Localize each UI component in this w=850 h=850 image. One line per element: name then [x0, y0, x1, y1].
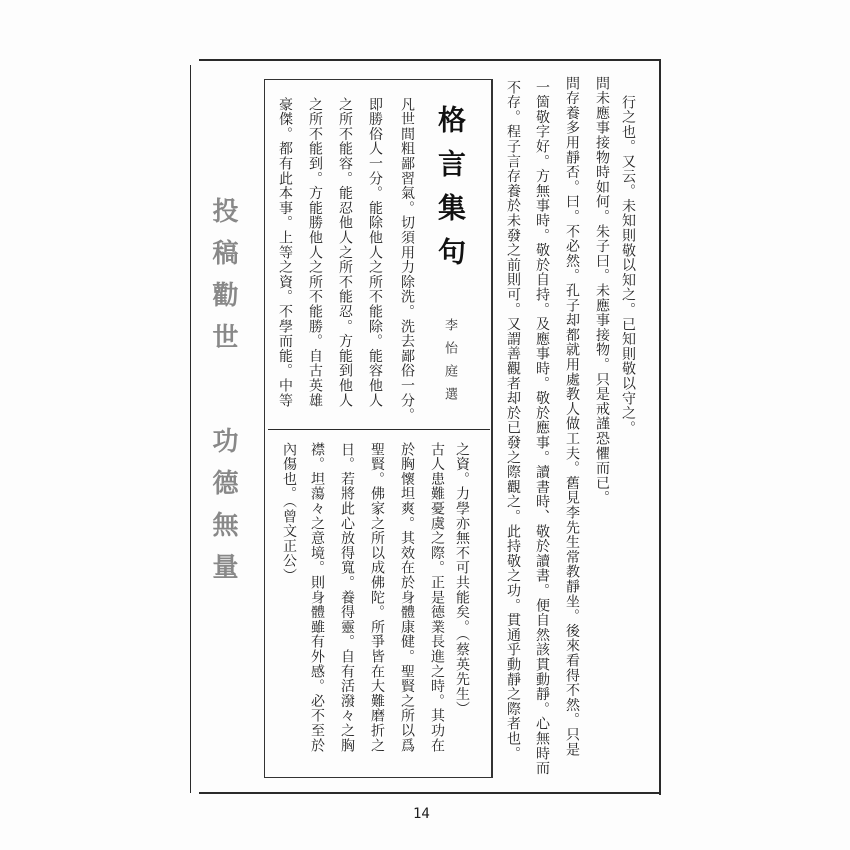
page-left-rule	[190, 65, 191, 793]
text-column: 不存。程子言存養於未發之前則可。又謂善觀者却於已發之際觀之。此持敬之功。貫通乎動靜之際者也。	[505, 80, 521, 761]
text-column: 即勝俗人一分。能除他人之所不能除。能容他人	[367, 97, 383, 408]
text-column: 日。若將此心放得寬。養得靈。自有活潑々之胸	[339, 442, 355, 753]
article-title: 格言集句	[434, 105, 467, 281]
text-column: 凡世間粗鄙習氣。切須用力除洗。洗去鄙俗一分。	[399, 97, 415, 423]
page-bottom-rule	[199, 792, 661, 794]
text-column: 豪傑。都有此本事。上等之資。不學而能。中等	[277, 97, 293, 408]
text-column: 一箇敬字好。方無事時。敬於自持。及應事時。敬於應事。讀書時、敬於讀書。便自然該貫動靜。心無時而	[534, 80, 550, 776]
slogan-first: 投稿勸世	[208, 197, 238, 365]
text-column: 古人患難憂虞之際。正是德業長進之時。其功在	[429, 442, 445, 753]
box-divider	[268, 429, 490, 430]
article-author: 李怡庭選	[442, 318, 457, 410]
text-column: 於胸懷坦爽。其效在於身體康健。聖賢之所以爲	[399, 442, 415, 753]
text-column: 問未應事接物時如何。朱子曰。未應事接物。只是戒謹恐懼而已。	[594, 76, 610, 506]
text-column: 行之也。又云。未知則敬以知之。已知則敬以守之。	[620, 95, 636, 436]
text-column: 之資。力學亦無不可共能矣。（蔡英先生）	[454, 442, 470, 717]
page-top-rule	[199, 59, 661, 61]
page-right-rule	[659, 60, 661, 795]
text-column: 問存養多用靜否。曰。不必然。孔子却都就用處教人做工夫。舊見李先生常教靜坐。後來看得不然。只是	[564, 76, 580, 757]
slogan-second: 功德無量	[208, 427, 238, 595]
text-column: 之所不能容。能忍他人之所不能忍。方能到他人	[337, 97, 353, 408]
text-column: 襟。坦蕩々之意境。則身體雖有外感。必不至於	[309, 442, 325, 753]
page-number: 14	[413, 806, 430, 822]
text-column: 聖賢。佛家之所以成佛陀。所爭皆在大難磨折之	[369, 442, 385, 753]
text-column: 之所不能到。方能勝他人之所不能勝。自古英雄	[307, 97, 323, 408]
text-column: 內傷也。（曾文正公）	[281, 442, 297, 583]
